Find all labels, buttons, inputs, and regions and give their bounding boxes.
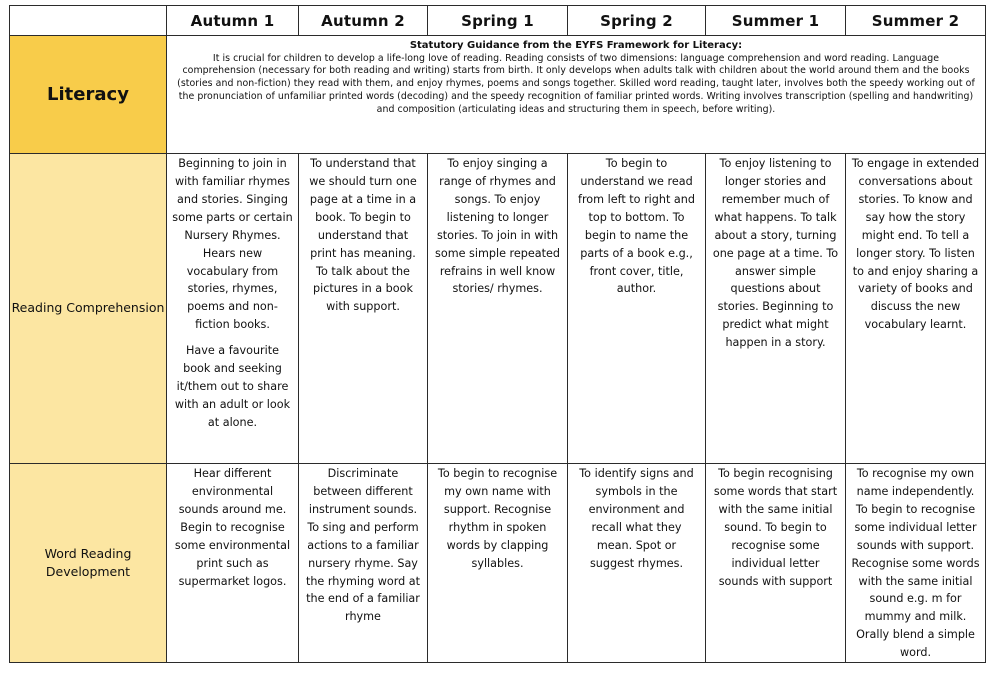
rc-summer-2-cell: [846, 154, 986, 464]
reading-comprehension-row: [10, 154, 986, 464]
wr-autumn-1-text: Hear different environmental sounds around me. Begin to recognise some environmental print such as supermarket logos.: [174, 467, 291, 588]
rc-summer-1-text: To enjoy listening to longer stories and remember much of what happens. To talk about a story, turning one page at a time. To answer simple questions about stories. Beginning to predict what might happen in a story.: [712, 157, 839, 350]
word-reading-row: [10, 464, 986, 663]
rc-spring-2-text: To begin to understand we read from left to right and top to bottom. To begin to name the parts of a book e.g., front cover, title, author.: [578, 157, 695, 296]
wr-autumn-1-cell: [167, 464, 299, 663]
wr-spring-2-cell: [568, 464, 706, 663]
wr-summer-2-text: To recognise my own name independently. To begin to recognise some individual letter sounds with support. Recognise some words with the same initial sound e.g. m for mummy and milk. Orally blend a simple word.: [851, 467, 980, 660]
statutory-guidance-cell: [167, 36, 986, 154]
term-autumn-2: Autumn 2: [299, 6, 428, 36]
term-summer-2: Summer 2: [846, 6, 986, 36]
literacy-label: Literacy: [10, 36, 167, 154]
wr-summer-1-cell: [706, 464, 846, 663]
term-autumn-1: Autumn 1: [167, 6, 299, 36]
wr-autumn-2-text: Discriminate between different instrument sounds. To sing and perform actions to a familiar nursery rhyme. Say the rhyming word at the end of a familiar rhyme: [305, 467, 421, 624]
term-spring-2: Spring 2: [568, 6, 706, 36]
term-header-row: [10, 6, 986, 36]
guidance-title: Statutory Guidance from the EYFS Framework for Literacy:: [409, 40, 743, 51]
rc-autumn-1-text: Beginning to join in with familiar rhymes and stories. Singing some parts or certain Nursery Rhymes. Hears new vocabulary from stories, rhymes, poems and non-fiction books.: [172, 157, 293, 332]
rc-autumn-2-cell: [299, 154, 428, 464]
wr-autumn-2-cell: [299, 464, 428, 663]
wr-spring-1-cell: [428, 464, 568, 663]
rc-autumn-1-cell: [167, 154, 299, 464]
literacy-row: [10, 36, 986, 154]
term-spring-1: Spring 1: [428, 6, 568, 36]
rc-spring-1-cell: [428, 154, 568, 464]
wr-spring-2-text: To identify signs and symbols in the environment and recall what they mean. Spot or suggest rhymes.: [579, 467, 694, 570]
rc-spring-2-cell: [568, 154, 706, 464]
rc-summer-1-cell: [706, 154, 846, 464]
wr-summer-2-cell: [846, 464, 986, 663]
eyfs-literacy-table: [9, 5, 986, 663]
corner-cell: [10, 6, 167, 36]
rc-spring-1-text: To enjoy singing a range of rhymes and songs. To enjoy listening to longer stories. To join in with some simple repeated refrains in well know stories/ rhymes.: [435, 157, 560, 296]
rc-summer-2-text: To engage in extended conversations about stories. To know and say how the story might end. To tell a longer story. To listen to and enjoy sharing a variety of books and discuss the new vocabulary learnt.: [851, 157, 980, 332]
rc-autumn-2-text: To understand that we should turn one page at a time in a book. To begin to understand that print has meaning. To talk about the pictures in a book with support.: [309, 157, 417, 314]
wr-spring-1-text: To begin to recognise my own name with support. Recognise rhythm in spoken words by clapping syllables.: [437, 467, 558, 570]
rc-autumn-1-text-2: Have a favourite book and seeking it/them out to share with an adult or look at alone.: [174, 344, 291, 429]
wr-summer-1-text: To begin recognising some words that start with the same initial sound. To begin to recognise some individual letter sounds with support: [713, 467, 838, 588]
reading-comprehension-label: Reading Comprehension: [10, 154, 167, 464]
word-reading-label: Word Reading Development: [10, 464, 167, 663]
guidance-text: It is crucial for children to develop a life-long love of reading. Reading consists of two dimensions: language comprehension and word reading. Language comprehension (necessary for both reading and writing) starts from birth. It only develops when adults talk with children about the world around them and the books (stories and non-fiction) they read with them, and enjoy rhymes, poems and songs together. Skilled word reading, taught later, involves both the speedy working out of the pronunciation of unfamiliar printed words (decoding) and the speedy recognition of familiar printed words. Writing involves transcription (spelling and handwriting) and composition (articulating ideas and structuring them in speech, before writing).: [177, 52, 975, 115]
term-summer-1: Summer 1: [706, 6, 846, 36]
